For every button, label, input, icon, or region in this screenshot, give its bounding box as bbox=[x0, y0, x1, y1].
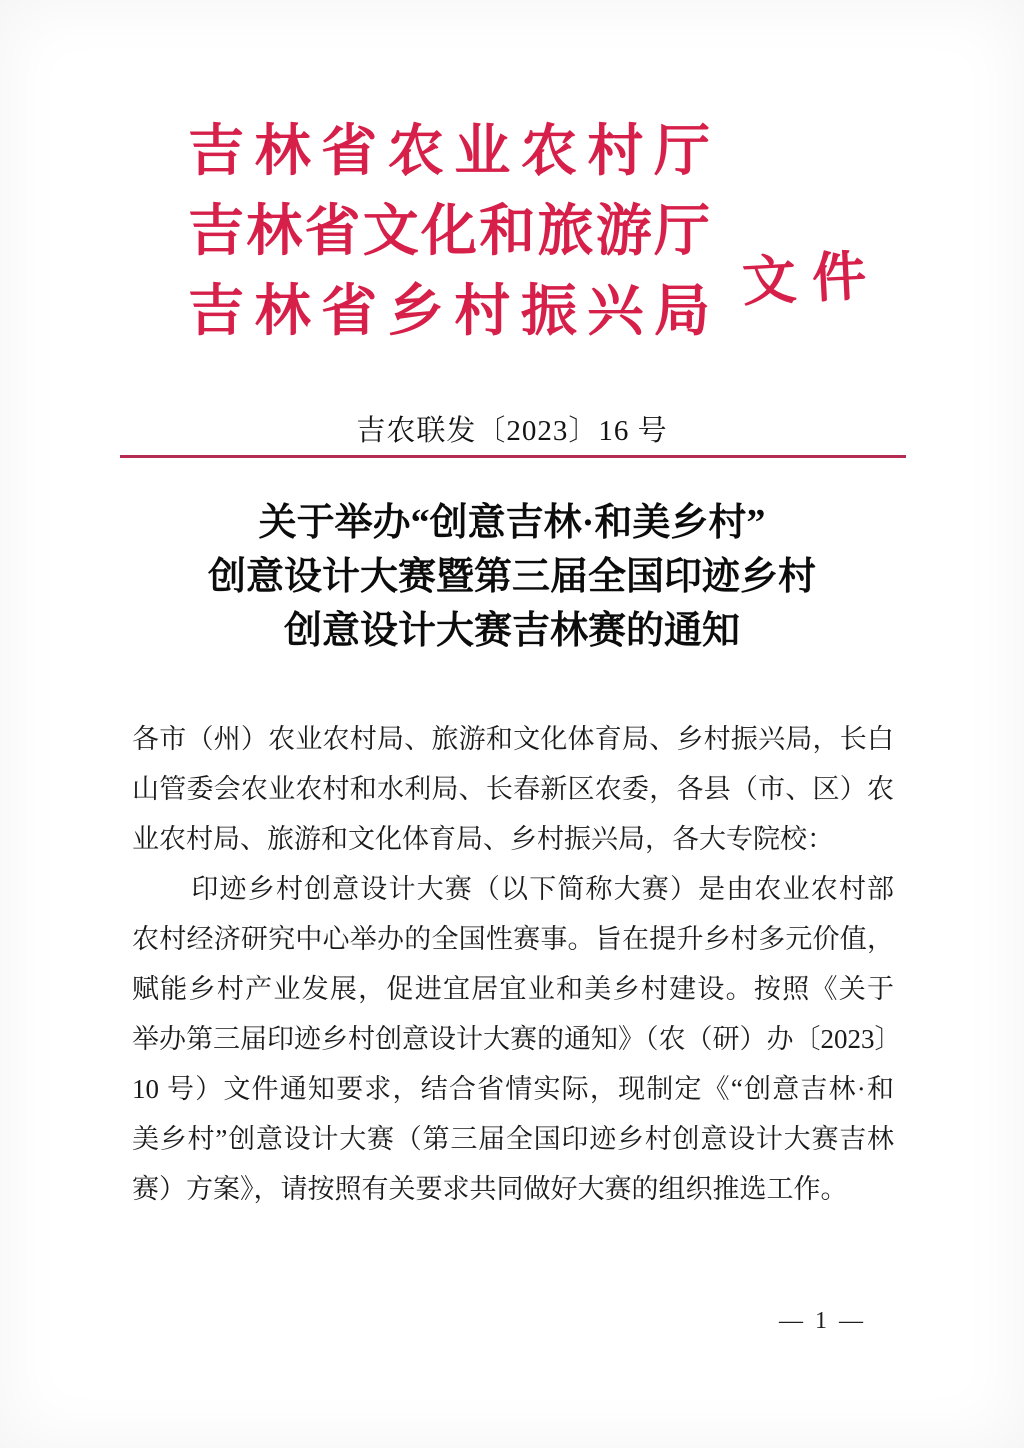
page-number: — 1 — bbox=[779, 1308, 866, 1334]
document-title-line: 创意设计大赛吉林赛的通知 bbox=[283, 610, 740, 652]
body-line: 山管委会农业农村和水利局、长春新区农委，各县（市、区）农 bbox=[132, 774, 894, 804]
body-line: 赋能乡村产业发展，促进宜居宜业和美乡村建设。按照《关于 bbox=[132, 974, 894, 1004]
body-line: 各市（州）农业农村局、旅游和文化体育局、乡村振兴局，长白 bbox=[132, 724, 894, 754]
body-line: 10 号）文件通知要求，结合省情实际，现制定《“创意吉林·和 bbox=[132, 1074, 894, 1104]
body-line: 赛）方案》，请按照有关要求共同做好大赛的组织推选工作。 bbox=[132, 1174, 848, 1204]
org-name: 吉林省乡村振兴局 bbox=[188, 281, 710, 343]
document-label: 文件 bbox=[740, 245, 884, 313]
document-title-line: 创意设计大赛暨第三届全国印迹乡村 bbox=[207, 556, 816, 598]
body-line: 农村经济研究中心举办的全国性赛事。旨在提升乡村多元价值， bbox=[132, 924, 894, 954]
red-divider-line bbox=[120, 455, 906, 458]
issuing-organizations bbox=[188, 112, 710, 352]
body-line: 美乡村”创意设计大赛（第三届全国印迹乡村创意设计大赛吉林 bbox=[132, 1124, 894, 1154]
org-name: 吉林省文化和旅游厅 bbox=[188, 201, 710, 263]
document-title bbox=[0, 496, 1024, 658]
body-line: 印迹乡村创意设计大赛（以下简称大赛）是由农业农村部 bbox=[191, 874, 894, 904]
document-number: 吉农联发〔2023〕16 号 bbox=[356, 415, 668, 447]
page-footer bbox=[779, 1308, 866, 1335]
org-name: 吉林省农业农村厅 bbox=[188, 121, 710, 183]
body-line: 业农村局、旅游和文化体育局、乡村振兴局，各大专院校： bbox=[132, 824, 834, 854]
document-body bbox=[132, 714, 902, 1214]
document-title-line: 关于举办“创意吉林·和美乡村” bbox=[258, 502, 766, 544]
body-line: 举办第三届印迹乡村创意设计大赛的通知》（农（研）办〔2023〕 bbox=[132, 1024, 902, 1054]
